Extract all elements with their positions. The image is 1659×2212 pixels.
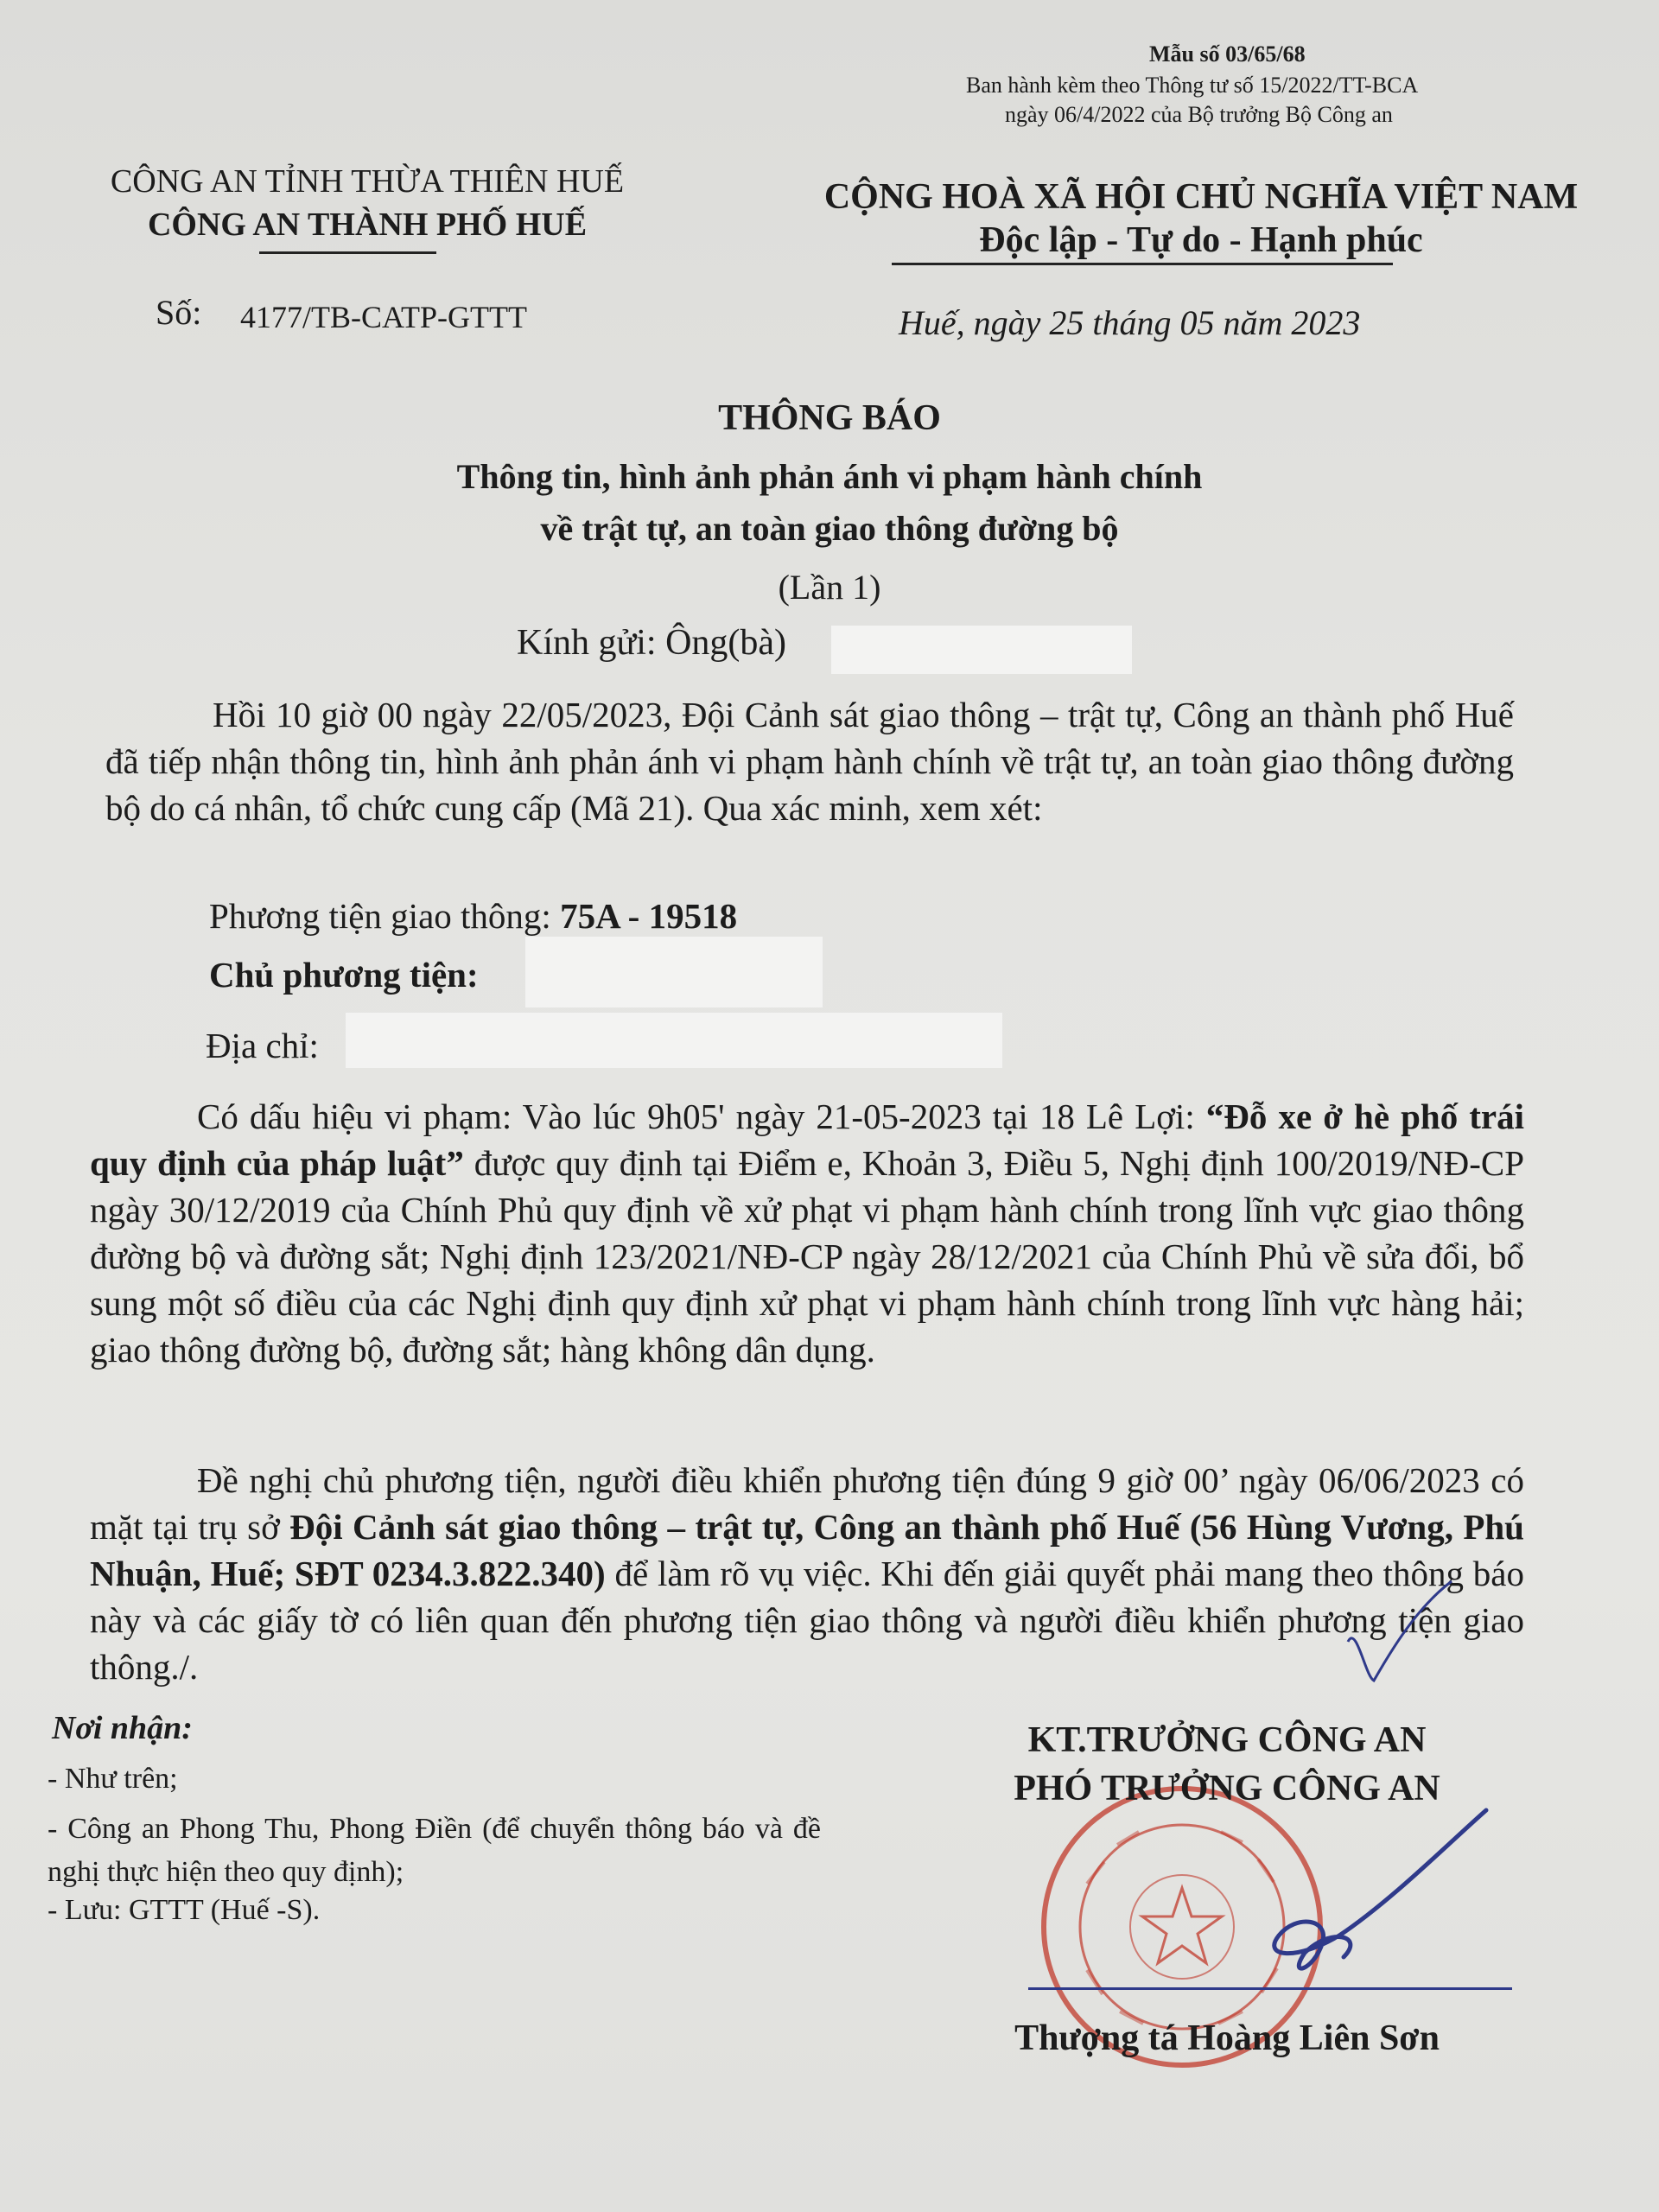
violation-paragraph	[90, 1093, 1524, 1373]
vehicle-plate: 75A - 19518	[560, 896, 738, 936]
owner-row	[209, 954, 479, 995]
document-subtitle-line2: về trật tự, an toàn giao thông đường bộ	[540, 509, 1119, 548]
recipient-item-2: - Công an Phong Thu, Phong Điền (để chuyển thông báo và đề nghị thực hiện theo quy định);	[48, 1813, 821, 1888]
place-and-date: Huế, ngày 25 tháng 05 năm 2023	[899, 303, 1361, 342]
signer-name: Thượng tá Hoàng Liên Sơn	[1014, 2018, 1440, 2058]
document-title: THÔNG BÁO	[718, 398, 941, 438]
vehicle-row	[209, 895, 737, 937]
violation-legal-basis: được quy định tại Điểm e, Khoản 3, Điều 5, Nghị định 100/2019/NĐ-CP ngày 30/12/2019 của Chính Phủ quy định về xử phạt vi phạm hành chính trong lĩnh vực giao thông đường bộ và đường sắt; Nghị định 123/2021/NĐ-CP ngày 28/12/2021 của Chính Phủ về sửa đổi, bổ sung một số điều của các Nghị định quy định xử phạt vi phạm hành chính trong lĩnh vực hàng hải; giao thông đường bộ, đường sắt; hàng không dân dụng.	[90, 1143, 1524, 1370]
intro-text: Hồi 10 giờ 00 ngày 22/05/2023, Đội Cảnh sát giao thông – trật tự, Công an thành phố Huế đã tiếp nhận thông tin, hình ảnh phản ánh vi phạm hành chính về trật tự, an toàn giao thông đường bộ do cá nhân, tổ chức cung cấp (Mã 21). Qua xác minh, xem xét:	[105, 695, 1514, 828]
request-prefix: Đề nghị chủ phương tiện, người điều khiển phương tiện đúng 9 giờ 00’ ngày 06/06/2023 có mặt tại trụ sở	[90, 1460, 1524, 1547]
checkmark-icon	[1331, 1573, 1460, 1694]
signer-authority-title: KT.TRƯỞNG CÔNG AN	[1027, 1720, 1427, 1760]
signature-underline	[1028, 1987, 1512, 1990]
owner-label: Chủ phương tiện:	[209, 955, 479, 995]
issued-reference-line1: Ban hành kèm theo Thông tư số 15/2022/TT-BCA	[966, 73, 1419, 98]
recipient-item-1: - Như trên;	[48, 1763, 178, 1795]
issued-reference-line2: ngày 06/4/2022 của Bộ trưởng Bộ Công an	[1005, 102, 1393, 127]
violation-prefix: Có dấu hiệu vi phạm: Vào lúc 9h05' ngày 21-05-2023 tại 18 Lê Lợi:	[197, 1096, 1206, 1136]
request-paragraph	[90, 1457, 1524, 1690]
parent-organization: CÔNG AN TỈNH THỪA THIÊN HUẾ	[110, 163, 625, 200]
recipient-item-3: - Lưu: GTTT (Huế -S).	[48, 1894, 321, 1926]
recipient-salutation: Kính gửi: Ông(bà)	[517, 623, 787, 663]
address-row	[206, 1025, 319, 1066]
owner-name-redaction	[525, 937, 823, 1007]
address-label: Địa chỉ:	[206, 1026, 319, 1065]
violation-description: “Đỗ xe ở hè phố trái quy định của pháp luật”	[90, 1096, 1525, 1183]
document-subtitle-line1: Thông tin, hình ảnh phản ánh vi phạm hành chính	[456, 457, 1203, 496]
request-location: Đội Cảnh sát giao thông – trật tự, Công an thành phố Huế (56 Hùng Vương, Phú Nhuận, Huế; SĐT 0234.3.822.340)	[90, 1507, 1524, 1593]
document-number: 4177/TB-CATP-GTTT	[240, 300, 527, 334]
recipient-name-redaction	[831, 626, 1132, 674]
issuing-organization: CÔNG AN THÀNH PHỐ HUẾ	[147, 207, 588, 243]
organization-underline	[259, 251, 436, 254]
document-number-label: Số:	[156, 293, 202, 332]
form-number: Mẫu số 03/65/68	[1149, 41, 1306, 67]
recipients-heading: Nơi nhận:	[52, 1710, 193, 1746]
notice-attempt: (Lần 1)	[778, 568, 881, 607]
vehicle-label: Phương tiện giao thông:	[209, 896, 551, 936]
request-suffix: để làm rõ vụ việc. Khi đến giải quyết phải mang theo thông báo này và các giấy tờ có liên quan đến phương tiện giao thông và người điều khiển phương tiện giao thông./.	[90, 1554, 1524, 1687]
national-motto: Độc lập - Tự do - Hạnh phúc	[979, 220, 1423, 260]
signer-position-title: PHÓ TRƯỞNG CÔNG AN	[1014, 1769, 1440, 1808]
address-redaction	[346, 1013, 1002, 1068]
motto-underline	[892, 263, 1393, 265]
national-title: CỘNG HOÀ XÃ HỘI CHỦ NGHĨA VIỆT NAM	[823, 177, 1579, 217]
intro-paragraph	[105, 691, 1514, 831]
signature-icon	[1192, 1806, 1503, 1996]
